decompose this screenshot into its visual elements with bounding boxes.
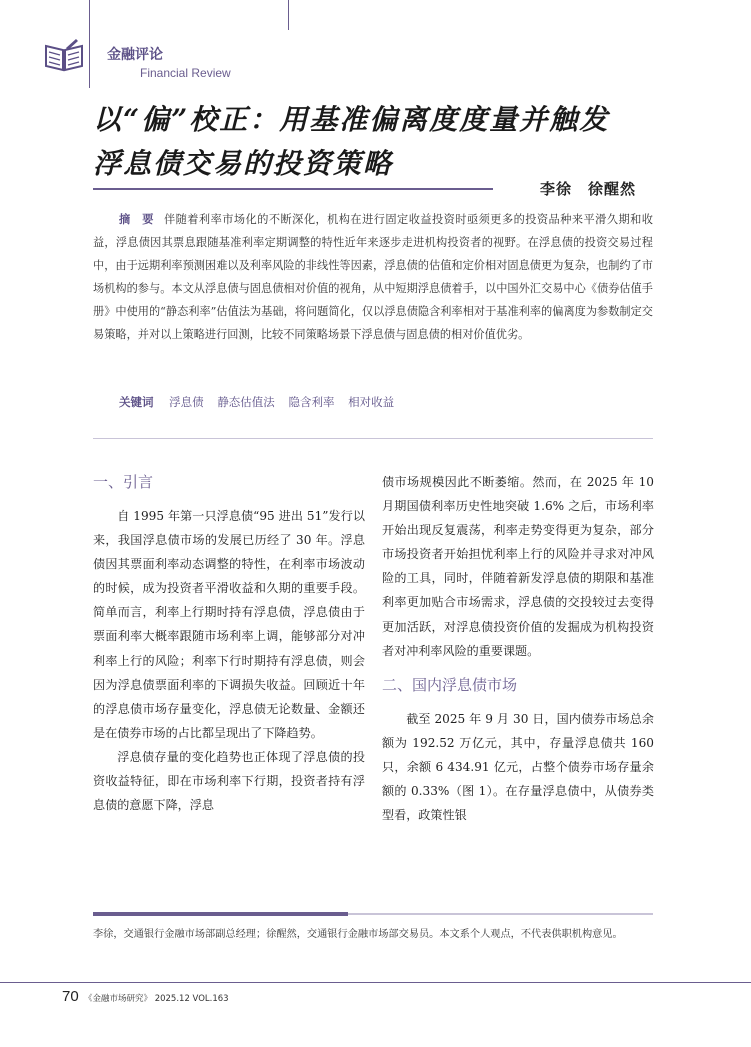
section-heading-1: 一、引言: [93, 473, 154, 491]
keyword: 静态估值法: [217, 395, 275, 409]
paragraph: 债市场规模因此不断萎缩。然而，在 2025 年 10 月期国债利率历史性地突破 1.6% 之后，市场利率开始出现反复震荡，利率走势变得更为复杂，部分市场投资者开始担忧利率上行的风险并寻求对冲风险的工具，同时，伴随着新发浮息债的期限和基准利率更加贴合市场需求，浮息债的交投较过去变得更加活跃，对浮息债投资价值的发掘成为机构投资者对冲利率风险的重要课题。: [382, 475, 654, 658]
footnote-rule: [93, 912, 348, 916]
page-number: 70: [62, 988, 79, 1005]
abstract-separator: [93, 438, 653, 439]
column-name: 金融评论: [107, 47, 163, 63]
abstract: [93, 208, 653, 346]
section-heading-2: 二、国内浮息债市场: [382, 675, 518, 694]
article-title: [93, 98, 653, 186]
keyword: 浮息债: [169, 395, 204, 409]
abstract-label: 摘 要: [119, 212, 154, 226]
abstract-text: 伴随着利率市场化的不断深化，机构在进行固定收益投资时亟须更多的投资品种来平滑久期和收益，浮息债因其票息跟随基准利率定期调整的特性近年来逐步走进机构投资者的视野。在浮息债的投资交易过程中，由于远期利率预测困难以及利率风险的非线性等因素，浮息债的估值和定价相对固息债更为复杂，也制约了市场机构的参与。本文从浮息债与固息债相对价值的视角，从中短期浮息债着手，以中国外汇交易中心《债券估值手册》中使用的“静态利率”估值法为基础，将问题简化，仅以浮息债隐含利率相对于基准利率的偏离度为参数制定交易策略，并对以上策略进行回测，比较不同策略场景下浮息债与固息债的相对价值优劣。: [93, 213, 653, 341]
title-line-1: 以“偏”校正：用基准偏离度度量并触发: [93, 103, 610, 136]
keywords-label: 关键词: [119, 395, 154, 409]
footnote-rule-light: [348, 913, 653, 915]
title-line-2: 浮息债交易的投资策略: [93, 147, 394, 180]
paragraph: 浮息债存量的变化趋势也正体现了浮息债的投资收益特征，即在市场利率下行期，投资者持有浮息债的意愿下降，浮息: [93, 749, 365, 813]
authors: 李徐 徐醒然: [540, 180, 637, 198]
author-footnote: 李徐，交通银行金融市场部副总经理；徐醒然，交通银行金融市场部交易员。本文系个人观点，不代表供职机构意见。: [93, 929, 623, 940]
keyword: 隐含利率: [288, 395, 335, 409]
header-top-line: [288, 0, 289, 30]
title-rule: [93, 188, 493, 190]
paragraph: 自 1995 年第一只浮息债“95 进出 51”发行以来，我国浮息债市场的发展已历经了 30 年。浮息债因其票面利率动态调整的特性，在利率市场波动的时候，成为投资者平滑收益和久期的重要手段。简单而言，利率上行期时持有浮息债，浮息债由于票面利率大概率跟随市场利率上调，能够部分对冲利率上行的风险；利率下行时期持有浮息债，则会因为浮息债票面利率的下调损失收益。回顾近十年的浮息债市场存量变化，浮息债无论数量、金额还是在债券市场的占比都呈现出了下降趋势。: [93, 509, 365, 740]
paragraph: 截至 2025 年 9 月 30 日，国内债券市场总余额为 192.52 万亿元，其中，存量浮息债共 160 只，余额 6 434.91 亿元，占整个债券市场存量余额的 0.33%（图 1）。在存量浮息债中，从债券类型看，政策性银: [382, 711, 654, 823]
body-column-left: [93, 470, 365, 817]
keyword: 相对收益: [348, 395, 395, 409]
keywords: [119, 394, 404, 410]
column-name-en: Financial Review: [140, 66, 231, 80]
open-book-icon: [44, 38, 84, 72]
footer-rule: [0, 982, 751, 983]
header-divider-line: [89, 0, 90, 88]
journal-info: 《金融市场研究》 2025.12 VOL.163: [84, 994, 229, 1004]
body-column-right: [382, 470, 654, 827]
